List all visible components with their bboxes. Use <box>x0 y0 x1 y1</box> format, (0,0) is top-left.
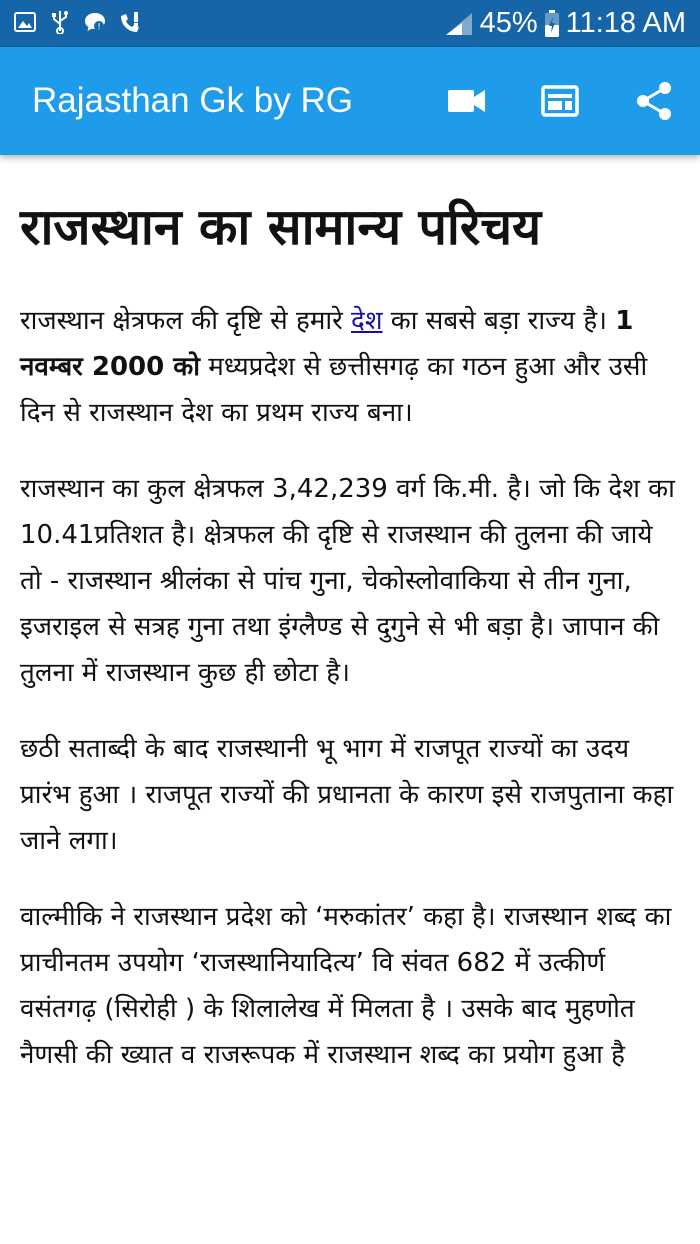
status-indicators <box>444 0 686 47</box>
battery-percent: 45% <box>479 7 538 39</box>
app-bar <box>0 47 700 155</box>
video-icon <box>448 88 486 114</box>
signal-icon <box>444 11 474 37</box>
usb-icon <box>49 10 71 34</box>
video-button[interactable] <box>447 81 487 121</box>
share-button[interactable] <box>634 81 674 121</box>
gallery-icon <box>14 10 36 34</box>
battery-icon <box>544 10 560 38</box>
chat-icon <box>84 10 106 34</box>
reader-icon <box>541 85 579 117</box>
share-icon <box>636 82 672 120</box>
desh-link[interactable]: देश <box>351 306 383 336</box>
article <box>20 160 680 1078</box>
paragraph-1-text-b: का सबसे बड़ा राज्य है। <box>382 306 616 336</box>
paragraph-1-bold: 1 नवम्बर 2000 को <box>20 306 634 382</box>
missed-call-icon <box>119 10 141 34</box>
paragraph-1 <box>20 298 680 436</box>
paragraph-4: वाल्मीकि ने राजस्थान प्रदेश को ‘मरुकांतर’ कहा है। राजस्थान शब्द का प्राचीनतम उपयोग ‘राजस्थानियादित्य’ वि संवत 682 में उत्कीर्ण वसंतगढ़ (सिरोही ) के शिलालेख में मिलता है । उसके बाद मुहणोत नैणसी की ख्यात व राजरूपक में राजस्थान शब्द का प्रयोग हुआ है <box>20 902 672 1070</box>
article-title: राजस्थान का सामान्य परिचय <box>20 198 542 256</box>
status-bar <box>0 0 700 47</box>
clock: 11:18 AM <box>565 7 686 39</box>
paragraph-1-text-c: मध्यप्रदेश से छत्तीसगढ़ का गठन हुआ और उसी दिन से राजस्थान देश का प्रथम राज्य बना। <box>20 352 648 428</box>
paragraph-1-text-a: राजस्थान क्षेत्रफल की दृष्टि से हमारे <box>20 306 352 336</box>
notification-icons <box>14 10 141 34</box>
svg-text:!: ! <box>97 22 101 33</box>
app-title: Rajasthan Gk by RG <box>32 81 353 120</box>
reader-mode-button[interactable] <box>540 81 580 121</box>
paragraph-3: छठी सताब्दी के बाद राजस्थानी भू भाग में राजपूत राज्यों का उदय प्रारंभ हुआ । राजपूत राज्यों की प्रधानता के कारण इसे राजपुताना कहा जाने लगा। <box>20 734 674 856</box>
paragraph-2: राजस्थान का कुल क्षेत्रफल 3,42,239 वर्ग कि.मी. है। जो कि देश का 10.41प्रतिशत है। क्षेत्रफल की दृष्टि से राजस्थान की तुलना की जाये तो - राजस्थान श्रीलंका से पांच गुना, चेकोस्लोवाकिया से तीन गुना, इजराइल से सत्रह गुना तथा इंग्लैण्ड से दुगुने से भी बड़ा है। जापान की तुलना में राजस्थान कुछ ही छोटा है। <box>20 474 675 688</box>
